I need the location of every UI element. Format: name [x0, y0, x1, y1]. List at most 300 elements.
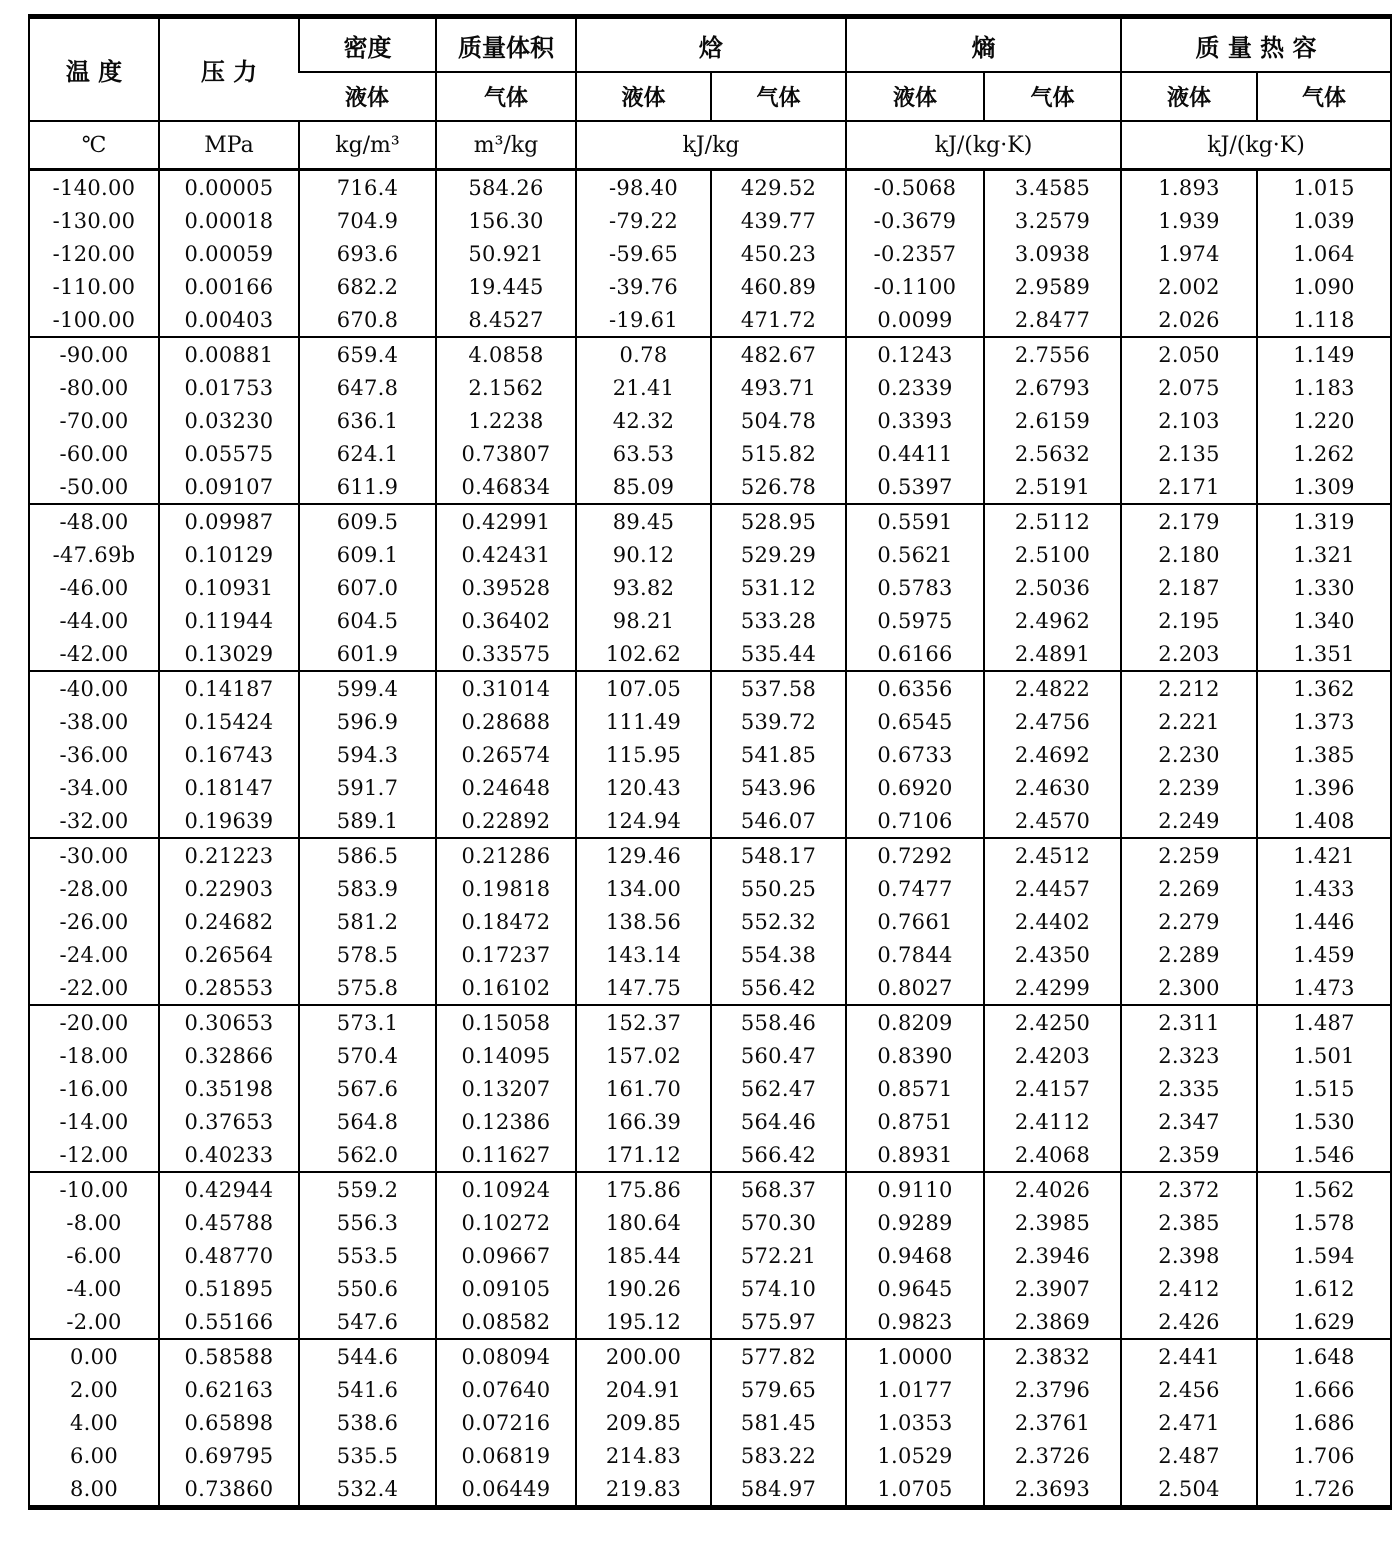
table-cell: 1.039 — [1257, 204, 1391, 237]
table-cell: 204.91 — [576, 1373, 711, 1406]
table-cell: 0.06449 — [436, 1472, 576, 1508]
table-cell: 0.9110 — [846, 1172, 984, 1206]
table-cell: 535.44 — [711, 637, 846, 671]
table-row — [29, 470, 1391, 504]
table-row — [29, 204, 1391, 237]
table-cell: 1.578 — [1257, 1206, 1391, 1239]
table-cell: 544.6 — [299, 1339, 436, 1373]
table-cell: 111.49 — [576, 705, 711, 738]
table-cell: 0.00005 — [159, 170, 299, 205]
table-cell: 2.212 — [1121, 671, 1257, 705]
table-cell: -50.00 — [59, 474, 129, 499]
table-cell: 6.00 — [70, 1443, 118, 1468]
table-row — [29, 705, 1391, 738]
table-cell: -32.00 — [59, 808, 129, 833]
table-cell: -79.22 — [576, 204, 711, 237]
header-pressure: 压 力 — [159, 17, 299, 122]
table-cell: 93.82 — [576, 571, 711, 604]
table-cell: 0.09987 — [159, 504, 299, 538]
table-cell: 2.5036 — [984, 571, 1121, 604]
table-cell: 572.21 — [711, 1239, 846, 1272]
table-cell: 0.5621 — [846, 538, 984, 571]
table-cell: 219.83 — [576, 1472, 711, 1508]
table-cell: 2.487 — [1121, 1439, 1257, 1472]
table-cell: 0.36402 — [436, 604, 576, 637]
table-cell: 0.07216 — [436, 1406, 576, 1439]
table-cell: 1.015 — [1257, 170, 1391, 205]
table-cell: 1.321 — [1257, 538, 1391, 571]
table-cell: 2.4512 — [984, 838, 1121, 872]
table-cell: 1.340 — [1257, 604, 1391, 637]
table-row — [29, 237, 1391, 270]
table-cell: 0.03230 — [159, 404, 299, 437]
table-cell: 581.2 — [299, 905, 436, 938]
table-cell: 42.32 — [576, 404, 711, 437]
table-cell: 2.289 — [1121, 938, 1257, 971]
table-row — [29, 738, 1391, 771]
table-cell: -16.00 — [59, 1076, 129, 1101]
table-cell: 2.171 — [1121, 470, 1257, 504]
table-cell: 0.9645 — [846, 1272, 984, 1305]
table-cell: -140.00 — [52, 175, 136, 200]
table-cell: 2.3946 — [984, 1239, 1121, 1272]
table-cell: 553.5 — [299, 1239, 436, 1272]
table-cell: 4.00 — [70, 1410, 118, 1435]
table-cell: 2.4402 — [984, 905, 1121, 938]
table-cell: -42.00 — [59, 641, 129, 666]
table-cell: 482.67 — [711, 337, 846, 371]
table-cell: -4.00 — [66, 1276, 122, 1301]
table-cell: 1.0177 — [846, 1373, 984, 1406]
table-cell: 157.02 — [576, 1039, 711, 1072]
table-row — [29, 1272, 1391, 1305]
table-cell: 550.25 — [711, 872, 846, 905]
table-cell: 533.28 — [711, 604, 846, 637]
table-cell: 0.5591 — [846, 504, 984, 538]
table-cell: 0.16102 — [436, 971, 576, 1005]
table-cell: 2.4203 — [984, 1039, 1121, 1072]
table-cell: -38.00 — [59, 709, 129, 734]
table-cell: 129.46 — [576, 838, 711, 872]
table-cell: 526.78 — [711, 470, 846, 504]
table-cell: 2.103 — [1121, 404, 1257, 437]
table-cell: -10.00 — [59, 1177, 129, 1202]
table-cell: 0.6920 — [846, 771, 984, 804]
table-cell: 2.300 — [1121, 971, 1257, 1005]
table-cell: -2.00 — [66, 1309, 122, 1334]
table-row — [29, 1105, 1391, 1138]
table-cell: 1.939 — [1121, 204, 1257, 237]
table-cell: 2.441 — [1121, 1339, 1257, 1373]
table-cell: 0.62163 — [159, 1373, 299, 1406]
table-cell: 624.1 — [299, 437, 436, 470]
table-cell: 0.26564 — [159, 938, 299, 971]
table-cell: 1.594 — [1257, 1239, 1391, 1272]
table-cell: 0.73807 — [436, 437, 576, 470]
table-cell: 1.546 — [1257, 1138, 1391, 1172]
table-cell: 2.5112 — [984, 504, 1121, 538]
table-cell: -0.3679 — [846, 204, 984, 237]
table-cell: 0.8571 — [846, 1072, 984, 1105]
table-cell: 537.58 — [711, 671, 846, 705]
table-cell: 0.8751 — [846, 1105, 984, 1138]
table-cell: 1.385 — [1257, 738, 1391, 771]
table-cell: 439.77 — [711, 204, 846, 237]
table-cell: 0.10924 — [436, 1172, 576, 1206]
table-cell: 562.0 — [299, 1138, 436, 1172]
table-cell: 0.5975 — [846, 604, 984, 637]
table-cell: 2.4756 — [984, 705, 1121, 738]
table-cell: -28.00 — [59, 876, 129, 901]
table-cell: 1.351 — [1257, 637, 1391, 671]
table-cell: 2.4350 — [984, 938, 1121, 971]
table-cell: 0.30653 — [159, 1005, 299, 1039]
table-cell: 2.311 — [1121, 1005, 1257, 1039]
table-cell: 647.8 — [299, 371, 436, 404]
table-cell: 0.32866 — [159, 1039, 299, 1072]
table-cell: 0.07640 — [436, 1373, 576, 1406]
table-cell: 589.1 — [299, 804, 436, 838]
table-cell: 0.6733 — [846, 738, 984, 771]
table-cell: 0.15424 — [159, 705, 299, 738]
row-group — [29, 1005, 1391, 1172]
table-row — [29, 1406, 1391, 1439]
table-cell: 0.00166 — [159, 270, 299, 303]
table-cell: 2.4630 — [984, 771, 1121, 804]
table-cell: 214.83 — [576, 1439, 711, 1472]
table-cell: 546.07 — [711, 804, 846, 838]
table-cell: 134.00 — [576, 872, 711, 905]
table-cell: 2.4112 — [984, 1105, 1121, 1138]
table-cell: 429.52 — [711, 170, 846, 205]
table-cell: 2.180 — [1121, 538, 1257, 571]
table-cell: 575.97 — [711, 1305, 846, 1339]
table-cell: 0.24648 — [436, 771, 576, 804]
table-cell: 3.0938 — [984, 237, 1121, 270]
table-cell: 532.4 — [299, 1472, 436, 1508]
table-cell: 0.12386 — [436, 1105, 576, 1138]
table-cell: 0.22903 — [159, 872, 299, 905]
table-cell: 0.51895 — [159, 1272, 299, 1305]
subheader-enthalpy-liquid: 液体 — [576, 72, 711, 121]
table-cell: 0.22892 — [436, 804, 576, 838]
table-cell: 659.4 — [299, 337, 436, 371]
table-cell: 0.00018 — [159, 204, 299, 237]
table-cell: 2.269 — [1121, 872, 1257, 905]
table-cell: -30.00 — [59, 843, 129, 868]
table-cell: 2.385 — [1121, 1206, 1257, 1239]
table-cell: 538.6 — [299, 1406, 436, 1439]
table-cell: -46.00 — [59, 575, 129, 600]
table-cell: 1.319 — [1257, 504, 1391, 538]
table-cell: 1.562 — [1257, 1172, 1391, 1206]
table-cell: 693.6 — [299, 237, 436, 270]
header-group-row — [29, 17, 1391, 73]
row-group — [29, 337, 1391, 504]
table-cell: -48.00 — [59, 509, 129, 534]
table-cell: 0.19818 — [436, 872, 576, 905]
table-cell: 0.13207 — [436, 1072, 576, 1105]
table-cell: 1.706 — [1257, 1439, 1391, 1472]
table-cell: 2.3832 — [984, 1339, 1121, 1373]
table-cell: 583.9 — [299, 872, 436, 905]
table-cell: 556.3 — [299, 1206, 436, 1239]
table-cell: 0.06819 — [436, 1439, 576, 1472]
table-cell: 0.24682 — [159, 905, 299, 938]
table-row — [29, 1339, 1391, 1373]
table-row — [29, 637, 1391, 671]
table-cell: -80.00 — [59, 375, 129, 400]
table-cell: 0.14095 — [436, 1039, 576, 1072]
table-cell: -59.65 — [576, 237, 711, 270]
table-cell: 90.12 — [576, 538, 711, 571]
table-cell: 0.15058 — [436, 1005, 576, 1039]
table-cell: 2.4457 — [984, 872, 1121, 905]
table-row — [29, 504, 1391, 538]
table-cell: 2.6793 — [984, 371, 1121, 404]
table-cell: 0.28688 — [436, 705, 576, 738]
table-cell: 124.94 — [576, 804, 711, 838]
table-cell: 0.48770 — [159, 1239, 299, 1272]
table-cell: 1.362 — [1257, 671, 1391, 705]
table-cell: 2.359 — [1121, 1138, 1257, 1172]
table-cell: 0.08094 — [436, 1339, 576, 1373]
table-cell: 1.373 — [1257, 705, 1391, 738]
table-cell: 704.9 — [299, 204, 436, 237]
table-cell: 0.35198 — [159, 1072, 299, 1105]
table-cell: 1.330 — [1257, 571, 1391, 604]
table-cell: 0.00 — [70, 1344, 118, 1369]
table-row — [29, 1206, 1391, 1239]
table-cell: 0.6166 — [846, 637, 984, 671]
table-cell: 147.75 — [576, 971, 711, 1005]
table-row — [29, 538, 1391, 571]
table-cell: 166.39 — [576, 1105, 711, 1138]
table-cell: 0.10272 — [436, 1206, 576, 1239]
subheader-capacity-liquid: 液体 — [1121, 72, 1257, 121]
table-cell: 171.12 — [576, 1138, 711, 1172]
table-cell: 0.21286 — [436, 838, 576, 872]
table-cell: 0.7106 — [846, 804, 984, 838]
table-cell: 19.445 — [436, 270, 576, 303]
table-row — [29, 303, 1391, 337]
table-cell: 0.8390 — [846, 1039, 984, 1072]
table-cell: 1.118 — [1257, 303, 1391, 337]
table-cell: 0.73860 — [159, 1472, 299, 1508]
table-cell: 2.4822 — [984, 671, 1121, 705]
table-cell: 1.2238 — [436, 404, 576, 437]
table-cell: 0.7477 — [846, 872, 984, 905]
table-row — [29, 1439, 1391, 1472]
table-cell: 2.179 — [1121, 504, 1257, 538]
unit-specific-volume: m³/kg — [436, 121, 576, 170]
table-cell: 609.5 — [299, 504, 436, 538]
table-cell: -8.00 — [66, 1210, 122, 1235]
table-cell: 0.42991 — [436, 504, 576, 538]
table-cell: 591.7 — [299, 771, 436, 804]
table-cell: -24.00 — [59, 942, 129, 967]
table-cell: 2.3761 — [984, 1406, 1121, 1439]
table-cell: 200.00 — [576, 1339, 711, 1373]
table-cell: 564.8 — [299, 1105, 436, 1138]
table-row — [29, 270, 1391, 303]
table-cell: 2.4891 — [984, 637, 1121, 671]
table-cell: -0.1100 — [846, 270, 984, 303]
table-cell: 1.473 — [1257, 971, 1391, 1005]
table-cell: 0.65898 — [159, 1406, 299, 1439]
table-cell: 0.28553 — [159, 971, 299, 1005]
table-cell: 3.4585 — [984, 170, 1121, 205]
table-cell: 0.37653 — [159, 1105, 299, 1138]
table-cell: 2.3907 — [984, 1272, 1121, 1305]
table-cell: 0.13029 — [159, 637, 299, 671]
table-cell: 577.82 — [711, 1339, 846, 1373]
table-cell: 0.55166 — [159, 1305, 299, 1339]
table-cell: 8.00 — [70, 1476, 118, 1501]
unit-enthalpy: kJ/kg — [576, 121, 846, 170]
table-cell: 1.666 — [1257, 1373, 1391, 1406]
table-cell: 2.230 — [1121, 738, 1257, 771]
table-cell: 584.97 — [711, 1472, 846, 1508]
table-cell: -110.00 — [52, 274, 136, 299]
table-cell: 0.16743 — [159, 738, 299, 771]
table-cell: 579.65 — [711, 1373, 846, 1406]
table-cell: 4.0858 — [436, 337, 576, 371]
table-cell: 0.6545 — [846, 705, 984, 738]
table-cell: 0.42431 — [436, 538, 576, 571]
table-cell: 471.72 — [711, 303, 846, 337]
table-cell: 0.78 — [576, 337, 711, 371]
table-cell: 2.195 — [1121, 604, 1257, 637]
unit-density: kg/m³ — [299, 121, 436, 170]
header-entropy: 熵 — [846, 17, 1121, 73]
table-cell: 493.71 — [711, 371, 846, 404]
table-cell: 2.279 — [1121, 905, 1257, 938]
header-heat-capacity: 质 量 热 容 — [1121, 17, 1391, 73]
table-cell: 2.259 — [1121, 838, 1257, 872]
table-cell: 1.183 — [1257, 371, 1391, 404]
table-cell: 1.487 — [1257, 1005, 1391, 1039]
table-cell: 2.4692 — [984, 738, 1121, 771]
table-cell: 0.39528 — [436, 571, 576, 604]
table-cell: 120.43 — [576, 771, 711, 804]
table-cell: 1.0000 — [846, 1339, 984, 1373]
table-cell: 539.72 — [711, 705, 846, 738]
table-cell: 1.515 — [1257, 1072, 1391, 1105]
table-cell: 460.89 — [711, 270, 846, 303]
table-cell: 0.11944 — [159, 604, 299, 637]
table-cell: 2.050 — [1121, 337, 1257, 371]
table-cell: 0.08582 — [436, 1305, 576, 1339]
table-cell: 2.4068 — [984, 1138, 1121, 1172]
table-cell: 584.26 — [436, 170, 576, 205]
table-cell: -0.2357 — [846, 237, 984, 270]
unit-heat-capacity: kJ/(kg·K) — [1121, 121, 1391, 170]
table-cell: 0.18472 — [436, 905, 576, 938]
table-cell: 2.372 — [1121, 1172, 1257, 1206]
table-cell: 541.85 — [711, 738, 846, 771]
table-cell: 1.501 — [1257, 1039, 1391, 1072]
table-cell: 504.78 — [711, 404, 846, 437]
table-row — [29, 1039, 1391, 1072]
table-cell: 107.05 — [576, 671, 711, 705]
table-cell: 0.8931 — [846, 1138, 984, 1172]
table-cell: 2.5632 — [984, 437, 1121, 470]
table-cell: 515.82 — [711, 437, 846, 470]
table-cell: 2.3869 — [984, 1305, 1121, 1339]
table-cell: 0.8209 — [846, 1005, 984, 1039]
table-cell: 185.44 — [576, 1239, 711, 1272]
table-cell: 1.090 — [1257, 270, 1391, 303]
table-cell: 1.446 — [1257, 905, 1391, 938]
table-cell: 552.32 — [711, 905, 846, 938]
table-cell: -100.00 — [52, 307, 136, 332]
table-cell: 716.4 — [299, 170, 436, 205]
table-cell: 0.31014 — [436, 671, 576, 705]
table-cell: 0.09667 — [436, 1239, 576, 1272]
subheader-enthalpy-gas: 气体 — [711, 72, 846, 121]
table-cell: 2.426 — [1121, 1305, 1257, 1339]
table-cell: 547.6 — [299, 1305, 436, 1339]
table-cell: 562.47 — [711, 1072, 846, 1105]
table-cell: 89.45 — [576, 504, 711, 538]
table-cell: 0.58588 — [159, 1339, 299, 1373]
table-cell: 0.1243 — [846, 337, 984, 371]
table-cell: 0.05575 — [159, 437, 299, 470]
table-cell: 0.10931 — [159, 571, 299, 604]
table-cell: 3.2579 — [984, 204, 1121, 237]
table-cell: 682.2 — [299, 270, 436, 303]
table-cell: 2.249 — [1121, 804, 1257, 838]
table-cell: 0.21223 — [159, 838, 299, 872]
table-cell: 1.459 — [1257, 938, 1391, 971]
table-cell: 85.09 — [576, 470, 711, 504]
table-cell: 0.18147 — [159, 771, 299, 804]
table-cell: 0.14187 — [159, 671, 299, 705]
table-cell: 8.4527 — [436, 303, 576, 337]
table-cell: 2.3726 — [984, 1439, 1121, 1472]
table-cell: 1.686 — [1257, 1406, 1391, 1439]
table-cell: 0.42944 — [159, 1172, 299, 1206]
row-group — [29, 1339, 1391, 1508]
table-cell: 50.921 — [436, 237, 576, 270]
table-cell: 115.95 — [576, 738, 711, 771]
table-row — [29, 1072, 1391, 1105]
table-cell: 1.0705 — [846, 1472, 984, 1508]
table-cell: 195.12 — [576, 1305, 711, 1339]
table-cell: 2.4026 — [984, 1172, 1121, 1206]
table-cell: 596.9 — [299, 705, 436, 738]
table-row — [29, 571, 1391, 604]
table-cell: 611.9 — [299, 470, 436, 504]
table-cell: 0.9289 — [846, 1206, 984, 1239]
table-cell: 0.09107 — [159, 470, 299, 504]
table-cell: 1.220 — [1257, 404, 1391, 437]
table-row — [29, 337, 1391, 371]
table-cell: 0.9823 — [846, 1305, 984, 1339]
table-cell: 594.3 — [299, 738, 436, 771]
table-cell: -20.00 — [59, 1010, 129, 1035]
table-row — [29, 1138, 1391, 1172]
table-cell: 1.648 — [1257, 1339, 1391, 1373]
table-row — [29, 1305, 1391, 1339]
table-cell: 2.203 — [1121, 637, 1257, 671]
header-temperature: 温 度 — [29, 17, 159, 122]
row-group — [29, 838, 1391, 1005]
table-cell: 2.335 — [1121, 1072, 1257, 1105]
table-cell: -70.00 — [59, 408, 129, 433]
unit-entropy: kJ/(kg·K) — [846, 121, 1121, 170]
